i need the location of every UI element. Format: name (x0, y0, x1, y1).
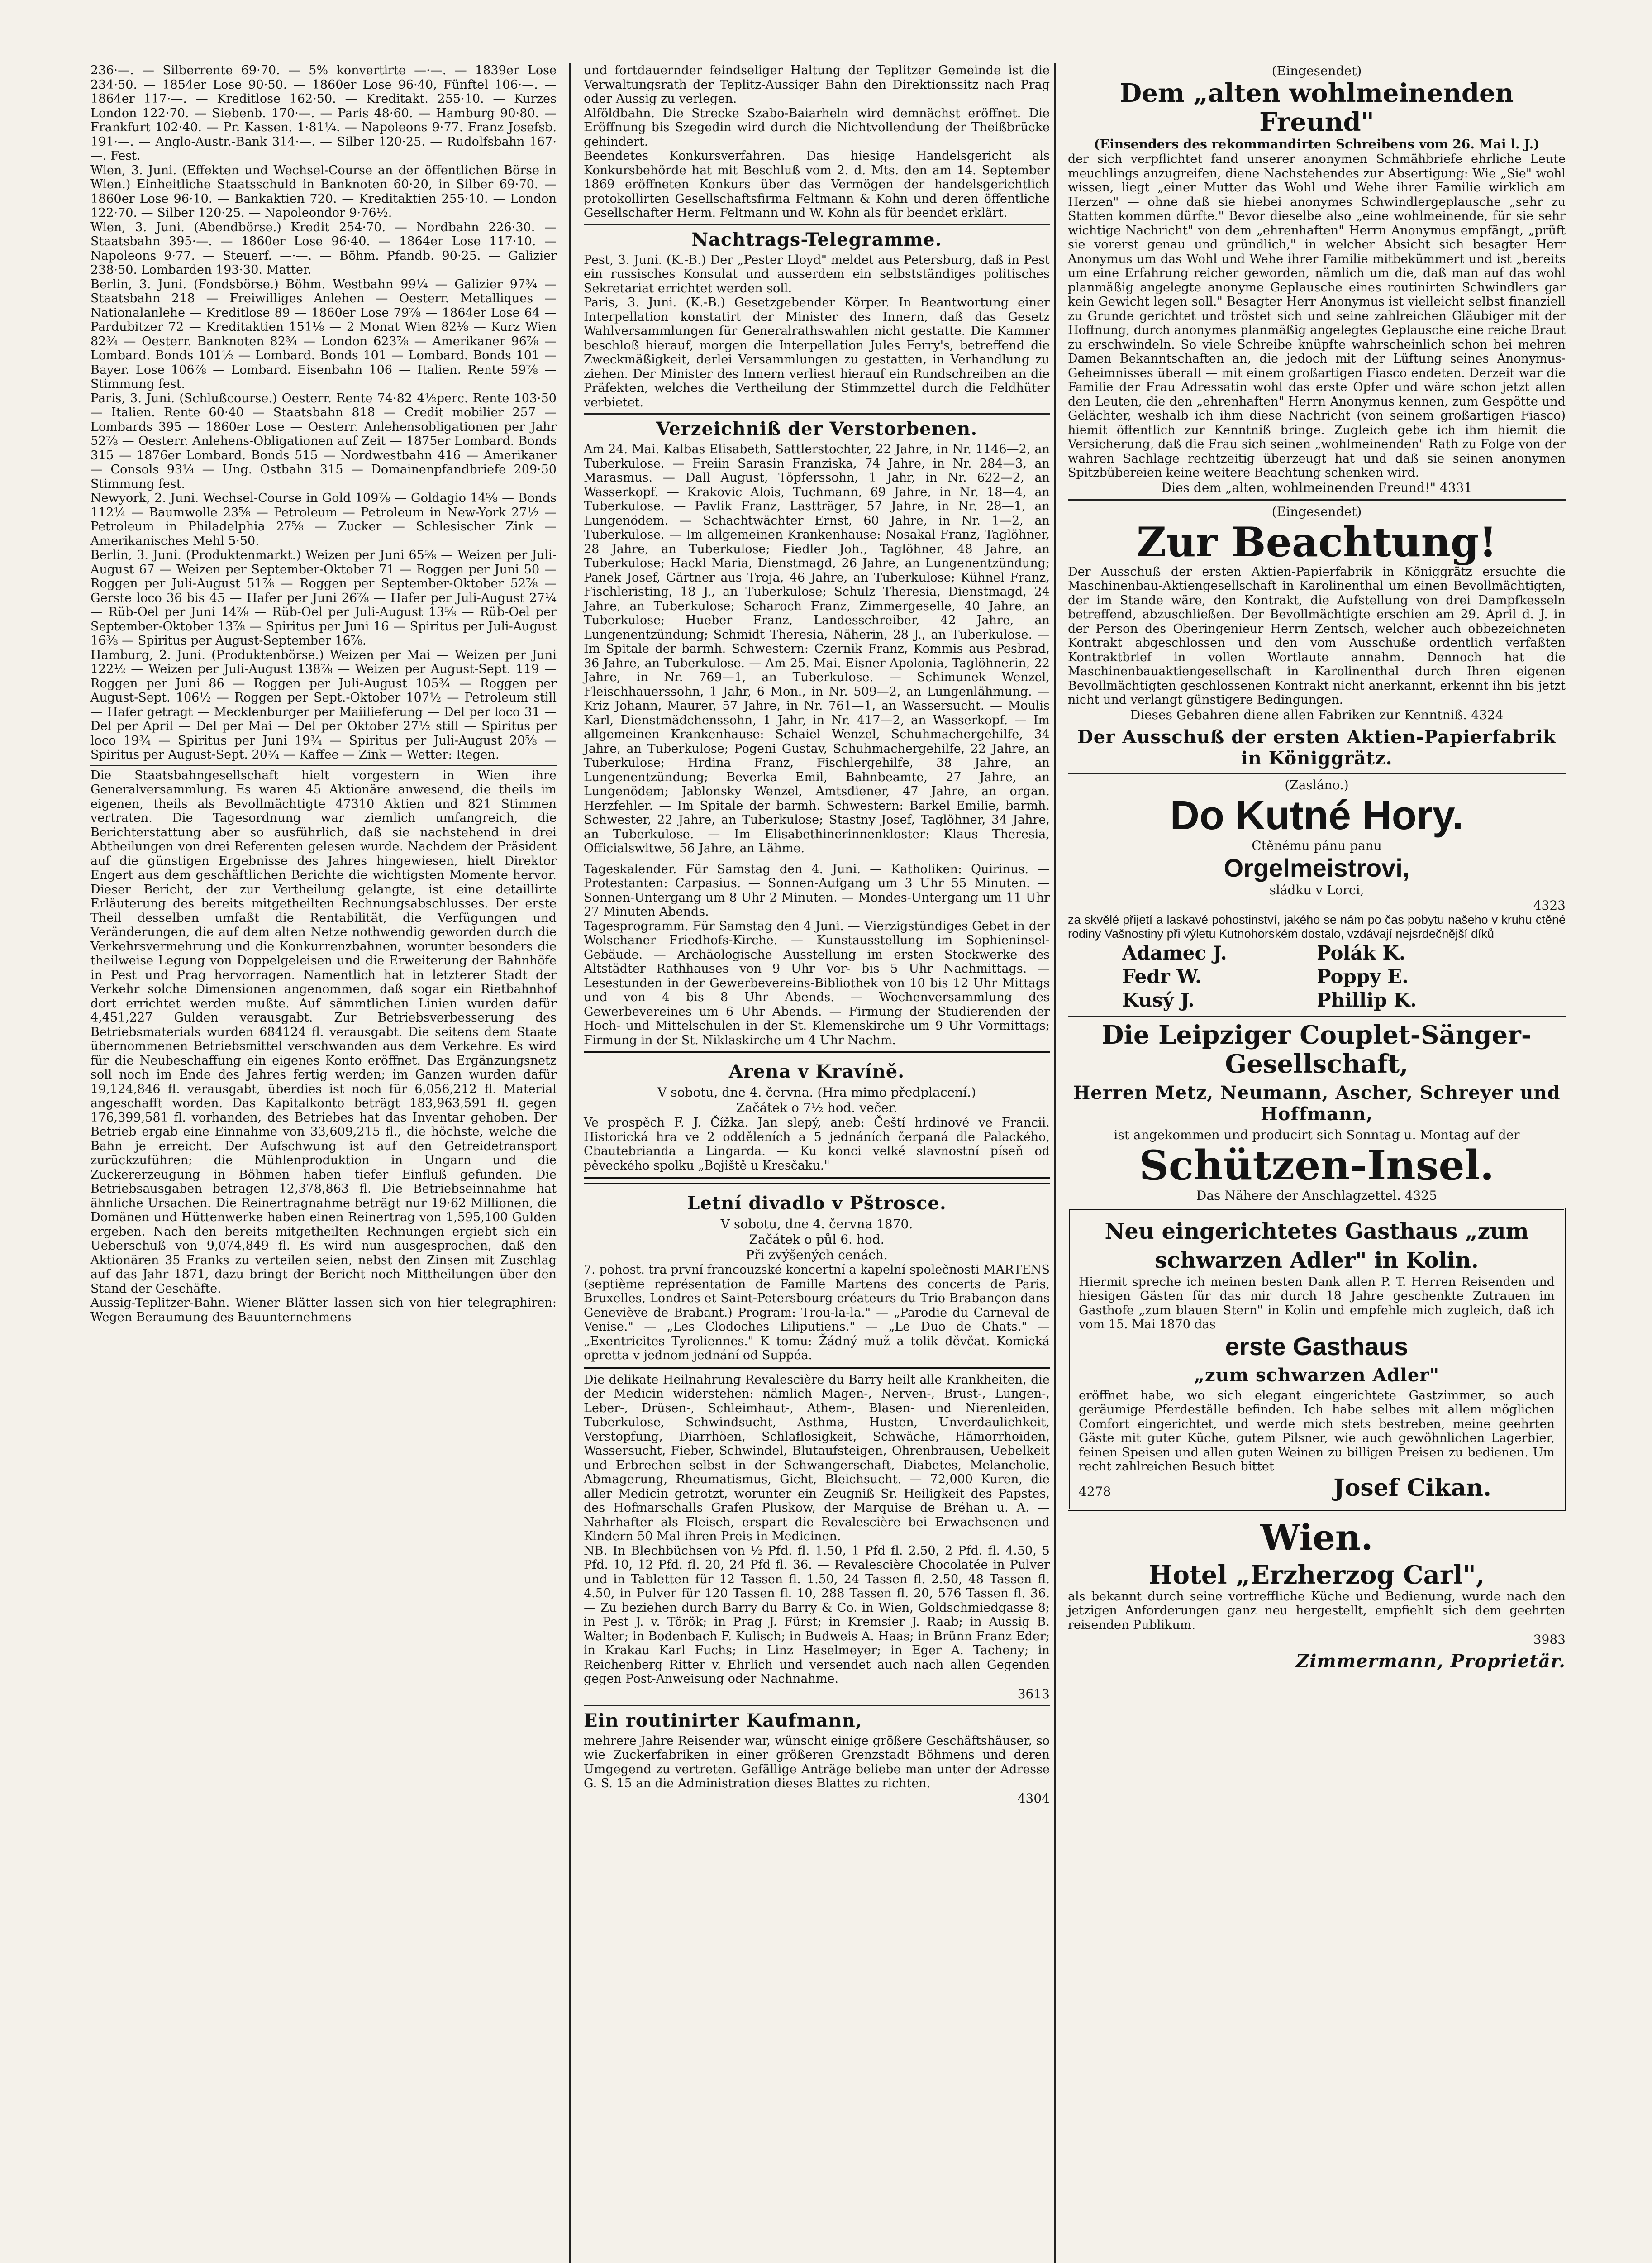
ad-number: 4324 (1471, 707, 1504, 722)
erste-heading: erste Gasthaus (1225, 1332, 1409, 1361)
divider (584, 413, 1050, 415)
beachtung-note-text: Dieses Gebahren diene allen Fabriken zur Kenntniß. (1130, 707, 1467, 722)
ad-number: 4325 (1404, 1188, 1438, 1203)
letni-title: Letní divadlo v Pštrosce. (687, 1193, 947, 1214)
article-konkurs: Beendetes Konkursverfahren. Das hiesige Handelsgericht als Konkursbehörde hat mit Beschluß vom 2. d. Mts. den am 14. September 1869 eröffneten Konkurs über das Vermögen der handelsgerichtlich protokollirten Gesellschaftsfirma Feltmann & Kohn und deren öffentliche Gesellschafter Herm. Feltmann und W. Kohn als für beendet erklärt. (584, 149, 1050, 220)
arena-date (584, 1085, 1050, 1100)
couplet-heading: Die Leipziger Couplet-Sänger-Gesellschaft, (1101, 1020, 1532, 1079)
article-staatsbahn: Die Staatsbahngesellschaft hielt vorgestern in Wien ihre Generalversammlung. Es waren 45 Aktionäre anwesend, die theils im eigenen, theils als Bevollmächtigte 47310 Aktien und 821 Stimmen vertraten. Die Tagesordnung war ziemlich umfangreich, die Berichterstattung aber so ausführlich, daß sie nachstehend in drei Abtheilungen von drei Referenten gelesen wurde. Nachdem der Präsident auf die günstigen Ergebnisse des Jahres hingewiesen, hielt Direktor Engert aus dem geschäftlichen Berichte die wichtigsten Momente hervor. Dieser Bericht, der zur Vertheilung gelangte, ist eine detaillirte Erläuterung des bereits mitgetheilten Rechnungsabschlusses. Der erste Theil desselben umfaßt die Rentabilität, die Verfügungen und Veränderungen, die auf dem alten Netze nothwendig geworden durch die Verkehrsvermehrung und die Konkurrenzbahnen, worunter besonders die theilweise Legung von Doppelgeleisen und die Erweiterung der Bahnhöfe in Pest und Prag hervorragen. Namentlich hat in letzterer Stadt der Verkehr solche Dimensionen angenommen, daß sogar ein Rietbahnhof dort errichtet werden mußte. Auf sämmtlichen Linien wurden dafür 4,451,227 Gulden verausgabt. Zur Betriebsverbesserung des Betriebsmaterials wurden 684124 fl. verausgabt. Die seitens dem Staate übernommenen Betriebsmittel verschwanden aus dem Verkehre. Es wird für die Neubeschaffung ein eigenes Konto eröffnet. Das Ergänzungsnetz soll noch im Ende des Jahres fertig werden; im Ganzen wurden dafür 19,124,846 fl. verausgabt, überdies ist noch für 6,056,212 fl. Material angeschafft worden. Das Kapitalkonto beträgt 183,963,591 fl. gegen 176,399,581 fl. vorhanden, des Betriebes hat das Inventar gehoben. Der Betrieb ergab eine Einnahme von 33,609,215 fl., die höchste, welche die Bahn je erreicht. Der Aufschwung ist auf den Getreidetransport zurückzuführen; die Mühlenproduktion in Ungarn und die Zuckererzeugung in Böhmen haben tiefer Einfluß gefunden. Die Betriebsausgaben betragen 12,378,863 fl. Die Betriebseinnahme hat ähnliche Ursachen. Die Reinertragnahme beträgt nur 19·62 Millionen, die Domänen und Hüttenwerke haben einen Reinertrag von 1,595,100 Gulden ergeben. Nach den bereits mitgetheilten Rechnungen ergiebt sich ein Ueberschuß von 9,074,849 fl. Es wird nun ausgesprochen, daß den Aktionären 35 Franks zu verteilen seien, nebst den Zinsen mit Zuschlag auf das Jahr 1871, dazu bringt der Bericht noch Mittheilungen über den Stand der Geschäfte. (90, 768, 557, 1296)
divider (584, 1705, 1050, 1706)
ad-revalesciere: Die delikate Heilnahrung Revalescière du Barry heilt alle Krankheiten, die der Medicin widerstehen: nämlich Magen-, Nerven-, Brust-, Lungen-, Leber-, Drüsen-, Schleimhaut-, Athem-, Blasen- und Nierenleiden, Tuberkulose, Schwindsucht, Asthma, Husten, Unverdaulichkeit, Verstopfung, Diarrhöen, Schlaflosigkeit, Schwäche, Hämorrhoiden, Wassersucht, Fieber, Schwindel, Blutaufsteigen, Ohrenbrausen, Uebelkeit und Erbrechen selbst in der Schwangerschaft, Diabetes, Melancholie, Abmagerung, Rheumatismus, Gicht, Bleichsucht. — 72,000 Kuren, die aller Medicin getrotzt, worunter ein Zeugniß Sr. Heiligkeit des Papstes, des Hofmarschalls Grafen Pluskow, der Marquise de Bréhan u. A. — Nahrhafter als Fleisch, erspart die Revalescière bei Erwachsenen und Kindern 50 Mal ihren Preis in Medicinen. (584, 1372, 1050, 1543)
beachtung-signature: Der Ausschuß der ersten Aktien-Papierfabrik in Königgrätz. (1077, 726, 1556, 769)
freund-signature (1068, 480, 1566, 496)
arena-note: (Hra mimo předplacení.) (817, 1085, 976, 1100)
insel-note (1068, 1188, 1566, 1203)
gasthaus-text: Hiermit spreche ich meinen besten Dank allen P. T. Herren Reisenden und hiesigen Gästen für das mir durch 18 Jahre geschenkte Zutrauen im Gasthofe „zum blauen Stern" in Kolin und empfehle mich zugleich, daß ich vom 15. Mai 1870 das (1079, 1275, 1555, 1332)
telegram-paris: Paris, 3. Juni. (K.-B.) Gesetzgebender Körper. In Beantwortung einer Interpellation konstatirt der Minister des Innern, daß das Gesetz Wahlversammlungen für Generalrathswahlen nicht gestatte. Die Kammer beschloß hierauf, morgen die Interpellation Jules Ferry's, betreffend die Zweckmäßigkeit, derlei Versammlungen zu gestatten, in Verhandlung zu ziehen. Der Minister des Innern verliest hierauf ein Rundschreiben an die Präfekten, welches die Vertheilung der Stimmzettel durch die Feldhüter verbietet. (584, 296, 1050, 410)
divider (584, 224, 1050, 225)
zaslano-label: (Zasláno.) (1285, 777, 1349, 793)
article-aussig: Aussig-Teplitzer-Bahn. Wiener Blätter lassen sich von hier telegraphiren: Wegen Beraumung des Bauunternehmens (90, 1296, 557, 1324)
telegram-pest: Pest, 3. Juni. (K.-B.) Der „Pester Lloyd" meldet aus Petersburg, daß in Pest ein russisches Konsulat und ausserdem ein selbstständiges politisches Sekretariat errichtet werden soll. (584, 253, 1050, 296)
freund-heading: Dem „alten wohlmeinenden Freund" (1119, 78, 1514, 137)
kutne-subtitle: Ctěnému pánu panu (1252, 838, 1382, 853)
market-report: 236·—. — Silberrente 69·70. — 5% konvertirte —·—. — 1839er Lose 234·50. — 1854er Lose 90·50. — 1860er Lose 96·40, Fünftel 106·—. — 1864er 117·—. — Kreditlose 162·50. — Kreditakt. 255·10. — Kurzes London 122·70. — Siebenb. 170·—. — Paris 48·60. — Hamburg 90·80. — Frankfurt 102·40. — Pr. Kassen. 1·81¼. — Napoleons 9·77. Franz Josefsb. 191·—. — Anglo-Austr.-Bank 314·—. — Silber 120·25. — Rudolfsbahn 167·—. Fest. (90, 63, 557, 163)
divider (1068, 773, 1566, 774)
arena-time: Začátek o 7½ hod. večer. (736, 1100, 898, 1115)
ad-gasthaus (1068, 1208, 1566, 1511)
arena-text: Ve prospěch F. J. Čížka. Jan slepý, aneb: Čeští hrdinové ve Francii. Historická hra ve 2 odděleních a 5 jednáních čerpaná dle Palackého, Cbautebrianda a Lingarda. — Ku konci velké slavnostní píseň od pěveckého spolku „Bojiště u Kresčaku." (584, 1116, 1050, 1173)
telegram-heading: Nachtrags-Telegramme. (691, 229, 942, 250)
gasthaus-text-2: eröffnet habe, wo sich elegant eingerichtete Gastzimmer, so auch geräumige Pferdeställe befinden. Ich habe selbes mit allem möglichen Comfort eingerichtet, und werde mich stets bestreben, meine geehrten Gäste mit guter Küche, gutem Pilsner, wie auch gewöhnlichen Lagerbier, feinen Speisen und allen guten Weinen zu billigen Preisen zu bedienen. Um recht zahlreichen Besuch bittet (1079, 1388, 1555, 1474)
letni-date: V sobotu, dne 4. června 1870. (720, 1217, 913, 1232)
couplet-text: ist angekommen und producirt sich Sonntag u. Montag auf der (1114, 1127, 1520, 1142)
column-rule (569, 63, 571, 2263)
freund-subheading: (Einsenders des rekommandirten Schreibens vom 26. Mai l. J.) (1094, 137, 1540, 152)
ad-number: 4323 (1533, 898, 1566, 913)
insel-note-text: Das Nähere der Anschlagzettel. (1196, 1188, 1401, 1203)
deaths-list: Am 24. Mai. Kalbas Elisabeth, Sattlerstochter, 22 Jahre, in Nr. 1146—2, an Tuberkulose. — Freiin Sarasin Franziska, 74 Jahre, in Nr. 284—3, an Marasmus. — Dall August, Töpferssohn, 1 Jahr, in Nr. 622—2, an Wasserkopf. — Krakovic Alois, Tuchmann, 69 Jahre, in Nr. 18—4, an Tuberkulose. — Pavlik Franz, Lastträger, 57 Jahre, in Nr. 28—1, an Lungenödem. — Schachtwächter Ernst, 60 Jahre, in Nr. 1—2, an Tuberkulose. — Im allgemeinen Krankenhause: Nosakal Franz, Taglöhner, 28 Jahre, an Tuberkulose; Fiedler Joh., Taglöhner, 48 Jahre, an Tuberkulose; Hackl Maria, Dienstmagd, 26 Jahre, an Lungenentzündung; Panek Josef, Gärtner aus Troja, 46 Jahre, an Tuberkulose; Kühnel Franz, Fischleristing, 18 J., an Tuberkulose; Schulz Theresia, Dienstmagd, 24 Jahre, an Tuberkulose; Scharoch Franz, Zimmergeselle, 40 Jahre, an Tuberkulose; Hueber Franz, Landesschreiber, 42 Jahre, an Lungenentzündung; Schmidt Theresia, Näherin, 28 J., an Tuberkulose. — Im Spitale der barmh. Schwestern: Czernik Franz, Kommis aus Pesbrad, 36 Jahre, an Tuberkulose. — Am 25. Mai. Eisner Apolonia, Taglöhnerin, 22 Jahre, in Nr. 769—1, an Tuberkulose. — Schimunek Wenzel, Fleischhauerssohn, 1 Jahr, 6 Mon., in Nr. 509—2, an Lungenlähmung. — Kriz Johann, Maurer, 57 Jahre, in Nr. 761—1, an Wassersucht. — Moulis Karl, Dienstmädchenssohn, 1 Jahr, in Nr. 417—2, an Wasserkopf. — Im allgemeinen Krankenhause: Schaiel Wenzel, Schuhmachergehilfe, 34 Jahre, an Tuberkulose; Pogeni Gustav, Schuhmachergehilfe, 22 Jahre, an Tuberkulose; Hrdina Franz, Fischlergehilfe, 38 Jahre, an Lungenentzündung; Beverka Emil, Bahnbeamte, 27 Jahre, an Lungenödem; Jablonsky Wenzel, Amtsdiener, 47 Jahre, an organ. Herzfehler. — Im Spitale der barmh. Schwestern: Barkel Emilie, barmh. Schwester, 22 Jahre, an Tuberkulose; Stastny Josef, Taglöhner, 34 Jahre, an Tuberkulose. — Im Elisabethinerinnenkloster: Klaus Theresia, Officialswitwe, 56 Jahre, an Lähme. (584, 442, 1050, 855)
gasthaus-heading: Neu eingerichtetes Gasthaus „zum schwarzen Adler" in Kolin. (1105, 1218, 1529, 1273)
hotel-heading: Hotel „Erzherzog Carl", (1148, 1560, 1485, 1590)
eingesendet-label: (Eingesendet) (1271, 504, 1362, 519)
kutne-text: za skvělé přijetí a laskavé pohostinství, jakého se nám po čas pobytu našeho v kruhu ctěné rodiny Vašnostiny při výletu Kutnohorském dostalo, vzdávají nejsrdečnější díků (1068, 912, 1566, 941)
eingesendet-label: (Eingesendet) (1271, 63, 1362, 78)
beachtung-heading: Zur Beachtung! (1136, 518, 1497, 566)
day-calendar: Tageskalender. Für Samstag den 4. Juni. — Katholiken: Quirinus. — Protestanten: Carpasius. — Sonnen-Aufgang um 3 Uhr 55 Minuten. — Sonnen-Untergang um 8 Uhr 2 Minuten. — Mondes-Untergang um 11 Uhr 27 Minuten Abends. (584, 862, 1050, 919)
ad-number: 3983 (1533, 1632, 1566, 1647)
signatory: Kusý J. (1122, 988, 1195, 1011)
ad-number: 4331 (1440, 480, 1472, 495)
signatory: Adamec J. (1122, 941, 1227, 964)
divider (1068, 1016, 1566, 1017)
deaths-heading: Verzeichniß der Verstorbenen. (656, 418, 978, 439)
beachtung-note (1068, 707, 1566, 723)
adler-heading: „zum schwarzen Adler" (1194, 1364, 1440, 1386)
market-report: Newyork, 2. Juni. Wechsel-Course in Gold 109⅞ — Goldagio 14⅝ — Bonds 112¼ — Baumwolle 23⅝ — Petroleum — Petroleum in New-York 27½ — Petroleum in Philadelphia 27⅝ — Zucker — Schlesischer Zink — Amerikanisches Mehl 5·50. (90, 491, 557, 548)
article-text: und fortdauernder feindseliger Haltung der Teplitzer Gemeinde ist die Verwaltungsrath der Teplitz-Aussiger Bahn den Direktionssitz nach Prag oder Aussig zu verlegen. (584, 63, 1050, 106)
kaufmann-heading: Ein routinirter Kaufmann, (584, 1709, 862, 1731)
letni-time: Začátek o půl 6. hod. (749, 1232, 885, 1247)
letni-text: 7. pohost. tra první francouzské koncertní a kapelní společnosti MARTENS (septième représentation de Famille Martens des concerts de Paris, Bruxelles, Londres et Saint-Petersbourg créateurs du Trio Brabançon dans Geneviève de Brabant.) Program: Trou-la-la." — „Parodie du Carneval de Venise." — „Les Clodoches Liliputiens." — „Le Duo de Chats." — „Exentricites Tyroliennes." K tomu: Žádný muž a tolik děvčat. Komická opretta v jednom jednání od Suppéa. (584, 1263, 1050, 1362)
divider (90, 765, 557, 766)
ad-letni-divadlo (584, 1183, 1050, 1369)
column-3 (1068, 63, 1566, 1675)
market-report: Hamburg, 2. Juni. (Produktenbörse.) Weizen per Mai — Weizen per Juni 122½ — Weizen per Juli-August 138⅞ — Weizen per August-Sept. 119 — Roggen per Juni 86 — Roggen per Juli-August 105¾ — Roggen per August-Sept. 106½ — Roggen per Sept.-Oktober 107½ — Petroleum still — Hafer getragt — Mecklenburger per Maiilieferung — Del per loco 31 — Del per April — Del per Mai — Del per Oktober 27½ still — Spiritus per loco 19¾ — Spiritus per Juni 19¾ — Spiritus per Juli-August 20⅝ — Spiritus per August-Sept. 20¾ — Kaffee — Zink — Wetter: Regen. (90, 648, 557, 762)
market-report: Berlin, 3. Juni. (Produktenmarkt.) Weizen per Juni 65⅝ — Weizen per Juli-August 67 — Weizen per September-Oktober 71 — Roggen per Juni 50 — Roggen per Juli-August 51⅞ — Roggen per September-Oktober 52⅞ — Gerste loco 36 bis 45 — Hafer per Juni 26⅞ — Hafer per Juli-August 27¼ — Rüb-Oel per Juni 14⅞ — Rüb-Oel per Juli-August 13⅝ — Rüb-Oel per September-Oktober 13⅞ — Spiritus per Juni 16 — Spiritus per Juli-August 16⅜ — Spiritus per August-September 16⅞. (90, 548, 557, 648)
ad-number: 3613 (1017, 1686, 1050, 1701)
market-report: Berlin, 3. Juni. (Fondsbörse.) Böhm. Westbahn 99¼ — Galizier 97¾ — Staatsbahn 218 — Freiwilliges Anlehen — Oesterr. Metalliques — Nationalanlehe — Kreditlose 89 — 1860er Lose 79⅞ — 1864er Lose 64 — Pardubitzer 72 — Kreditaktien 151⅛ — 2 Monat Wien 82⅛ — Kurz Wien 82¾ — Oesterr. Banknoten 82¾ — London 623⅞ — Amerikaner 96⅞ — Lombard. Bonds 101½ — Lombard. Bonds 101 — Lombard. Bonds 101 — Bayer. Lose 106⅞ — Lombard. Eisenbahn 106 — Italien. Rente 59⅞ — Stimmung fest. (90, 277, 557, 391)
signatory: Polák K. (1317, 941, 1406, 964)
column-2 (584, 63, 1050, 1806)
divider (1068, 499, 1566, 501)
ad-arena (584, 1051, 1050, 1179)
ad-number: 4304 (1017, 1790, 1050, 1806)
ad-revalesciere-prices: NB. In Blechbüchsen von ½ Pfd. fl. 1.50, 1 Pfd fl. 2.50, 2 Pfd. fl. 4.50, 5 Pfd. 10, 12 Pfd. fl. 20, 24 Pfd fl. 36. — Revalescière Chocolatée in Pulver und in Tabletten für 12 Tassen fl. 1.50, 24 Tassen fl. 2.50, 48 Tassen fl. 4.50, in Pulver für 120 Tassen fl. 10, 288 Tassen fl. 20, 576 Tassen fl. 36. — Zu beziehen durch Barry du Barry & Co. in Wien, Goldschmiedgasse 8; in Pest J. v. Török; in Prag J. Fürst; in Kremsier J. Raab; in Aussig B. Walter; in Bodenbach F. Kulisch; in Budweis A. Haas; in Brünn Franz Eder; in Krakau Karl Fuchs; in Linz Haselmeyer; in Eger A. Tacheny; in Reichenberg Ritter v. Ehrlich und versendet auch nach allen Gegenden gegen Post-Anweisung oder Nachnahme. (584, 1543, 1050, 1686)
column-1 (90, 63, 557, 1324)
ad-number: 4278 (1079, 1484, 1111, 1499)
kaufmann-text: mehrere Jahre Reisender war, wünscht einige größere Geschäftshäuser, so wie Zuckerfabriken in einer größeren Grenzstadt Böhmens und deren Umgegend zu vertreten. Gefällige Anträge beliebe man unter der Adresse G. S. 15 an die Administration dieses Blattes zu richten. (584, 1733, 1050, 1790)
market-report: Paris, 3. Juni. (Schlußcourse.) Oesterr. Rente 74·82 4½perc. Rente 103·50 — Italien. Rente 60·40 — Staatsbahn 818 — Credit mobilier 257 — Lombards 395 — 1860er Lose — Oesterr. Anlehensobligationen per Jahr 52⅞ — Oesterr. Anlehens-Obligationen auf Zeit — 1875er Lombard. Bonds 315 — 1876er Lombard. Bonds 515 — Nordwestbahn 416 — Amerikaner — Consols 93¼ — Ung. Ostbahn 315 — Domainenpfandbriefe 209·50 Stimmung fest. (90, 391, 557, 491)
market-report: Wien, 3. Juni. (Effekten und Wechsel-Course an der öffentlichen Börse in Wien.) Einheitliche Staatsschuld in Banknoten 60·20, in Silber 69·70. — 1860er Lose 96·10. — Bankaktien 720. — Kreditaktien 255·10. — London 122·70. — Silber 120·25. — Napoleondor 9·76½. (90, 163, 557, 220)
hotel-signature: Zimmermann, Proprietär. (1295, 1651, 1566, 1672)
column-rule (1054, 63, 1056, 2263)
letni-price: Při zvýšených cenách. (746, 1247, 888, 1262)
orgel-subtitle: sládku v Lorci, (1269, 882, 1364, 898)
hotel-text: als bekannt durch seine vortreffliche Küche und Bedienung, wurde nach den jetzigen Anforderungen ganz neu hergestellt, empfiehlt sich dem geehrten reisenden Publikum. (1068, 1589, 1566, 1632)
insel-heading: Schützen-Insel. (1139, 1141, 1495, 1189)
orgel-heading: Orgelmeistrovi, (1224, 853, 1410, 882)
signatories (1068, 941, 1566, 1012)
freund-sign-text: Dies dem „alten, wohlmeinenden Freund!" (1161, 480, 1436, 495)
market-report: Wien, 3. Juni. (Abendbörse.) Kredit 254·70. — Nordbahn 226·30. — Staatsbahn 395·—. — 1860er Lose 96·40. — 1864er Lose 117·10. — Napoleons 9·77. — Steuerf. —·—. — Böhm. Pfandb. 90·25. — Galizier 238·50. Lombarden 193·30. Matter. (90, 220, 557, 277)
couplet-members: Herren Metz, Neumann, Ascher, Schreyer und Hoffmann, (1073, 1082, 1561, 1125)
freund-text: der sich verpflichtet fand unserer anonymen Schmähbriefe ehrliche Leute meuchlings anzugreifen, diene Nachstehendes zur Absertigung: Wie „Sie" wohl wissen, liegt „einer Mutter das Wohl und Wehe ihrer Familie wirklich am Herzen" — ohne daß sie hiebei anonymes Schwindlergeplausche „sehr zu Statten kommen dürfte." Bevor dieselbe also „eine wohlmeinende, für sie sehr wichtige Nachricht" von dem „ehrenhaften" Herrn Anonymus empfängt, „prüft sie vorerst genau und gründlich," in welcher Absicht sich besagter Herr Anonymus um das Wohl und Wehe ihrer Familie mitbekümmert und ist „bereits um eine Erfahrung reicher geworden, nämlich um die, daß man auf das wohl planmäßig angelegte anonyme Geplausche eines routinirten Schwindlers gar kein Gewicht legen soll." Besagter Herr Anonymus ist vielleicht selbst finanziell zu Grunde gerichtet und tröstet sich und seine zahlreichen Gläubiger mit der Hoffnung, durch anonymes planmäßig angelegtes Geplausche eine reiche Braut zu erschwindeln. So viele Schreibe knüpfte wahrscheinlich schon bei mehren Damen Bekanntschaften an, die jedoch mit der Lüftung seines Anonymus-Geheimnisses überall — mit einem großartigen Fiasco endeten. Derzeit war die Familie der Frau Adressatin wohl das erste Opfer und wäre schon jetzt allen den Leuten, die den „ehrenhaften" Herrn Anonymus kennen, zum Gespötte und Gelächter, weshalb ich ihm diese Nachricht (von seinem großartigen Fiasco) hiemit öffentlich zur Kenntniß bringe. Zugleich gebe ich ihm hiemit die Versicherung, daß die Frau sich seinen „wohlmeinenden" Rath zu Folge von der wahren Sachlage rechtzeitig überzeugt hat und daß sie seinen anonymen Spitzbübereien keine weitere Beachtung schenken wird. (1068, 152, 1566, 480)
day-program: Tagesprogramm. Für Samstag den 4 Juni. — Vierzigstündiges Gebet in der Wolschaner Friedhofs-Kirche. — Kunstausstellung im Sophieninsel-Gebäude. — Archäologische Ausstellung im ersten Stockwerke des Altstädter Rathhauses von 9 Uhr Vor- bis 5 Uhr Nachmittags. — Lesestunden in der Gewerbevereins-Bibliothek von 10 bis 12 Uhr Mittags und von 4 bis 8 Uhr Abends. — Wochenversammlung des Gewerbevereines um 6 Uhr Abends. — Firmung der Studierenden der Hoch- und Mittelschulen in der St. Klemenskirche um 9 Uhr Vormittags; Firmung in der St. Niklaskirche um 4 Uhr Nachm. (584, 919, 1050, 1047)
signatory: Fedr W. (1122, 965, 1202, 988)
newspaper-page (90, 63, 1566, 2263)
kutne-heading: Do Kutné Hory. (1170, 793, 1464, 838)
gasthaus-signature: Josef Cikan. (1333, 1474, 1491, 1502)
arena-date-text: V sobotu, dne 4. června. (657, 1085, 814, 1100)
wien-heading: Wien. (1260, 1517, 1373, 1558)
article-alfoeld: Alföldbahn. Die Strecke Szabo-Baiarheln wird demnächst eröffnet. Die Eröffnung bis Szegedin wird durch die Nichtvollendung der Theißbrücke gehindert. (584, 106, 1050, 149)
arena-title: Arena v Kravíně. (728, 1061, 905, 1082)
signatory: Phillip K. (1317, 988, 1417, 1011)
beachtung-text: Der Ausschuß der ersten Aktien-Papierfabrik in Königgrätz ersuchte die Maschinenbau-Aktiengesellschaft in Karolinenthal um einen Bevollmächtigten, der im Stande wäre, den Kontrakt, die Aufstellung von drei Dampfkesseln betreffend, abzuschließen. Der Bevollmächtigte erschien am 29. April d. J. in der Person des Oberingenieur Herrn Zentsch, welcher auch obbezeichneten Kontrakt abgeschlossen und den vom Ausschuße ordentlich verfaßten Kontraktbrief in vollen Wortlaute annahm. Dennoch hat die Maschinenbauaktiengesellschaft in Karolinenthal durch Ihren eigenen Bevollmächtigten geschlossenen Kontrakt nicht anerkannt, erkennt ihn bis jetzt nicht und verlangt günstigere Bedingungen. (1068, 564, 1566, 707)
signatory: Poppy E. (1317, 965, 1409, 988)
gasthaus-footer (1079, 1474, 1555, 1502)
